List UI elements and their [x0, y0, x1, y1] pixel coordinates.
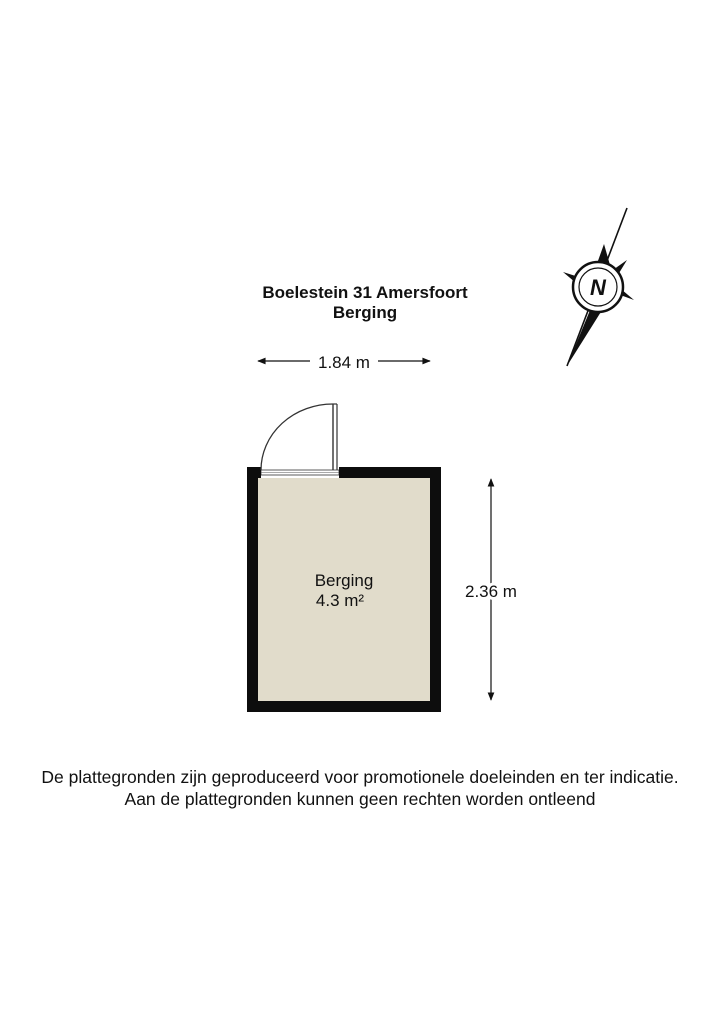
compass-label: N [590, 275, 606, 300]
disclaimer-line-1: De plattegronden zijn geproduceerd voor promotionele doeleinden en ter indicatie. [41, 767, 679, 787]
width-label: 1.84 m [318, 353, 370, 372]
address-title: Boelestein 31 Amersfoort [262, 283, 468, 302]
room-name: Berging [314, 571, 374, 590]
door-swing-icon [261, 404, 337, 470]
room-area: 4.3 m² [315, 591, 365, 610]
width-dimension [258, 353, 430, 372]
depth-dimension [465, 479, 517, 700]
floor-title: Berging [332, 303, 398, 322]
depth-label: 2.36 m [465, 582, 517, 601]
compass-north-icon [563, 208, 634, 366]
disclaimer-line-2: Aan de plattegronden kunnen geen rechten worden ontleend [124, 789, 596, 809]
